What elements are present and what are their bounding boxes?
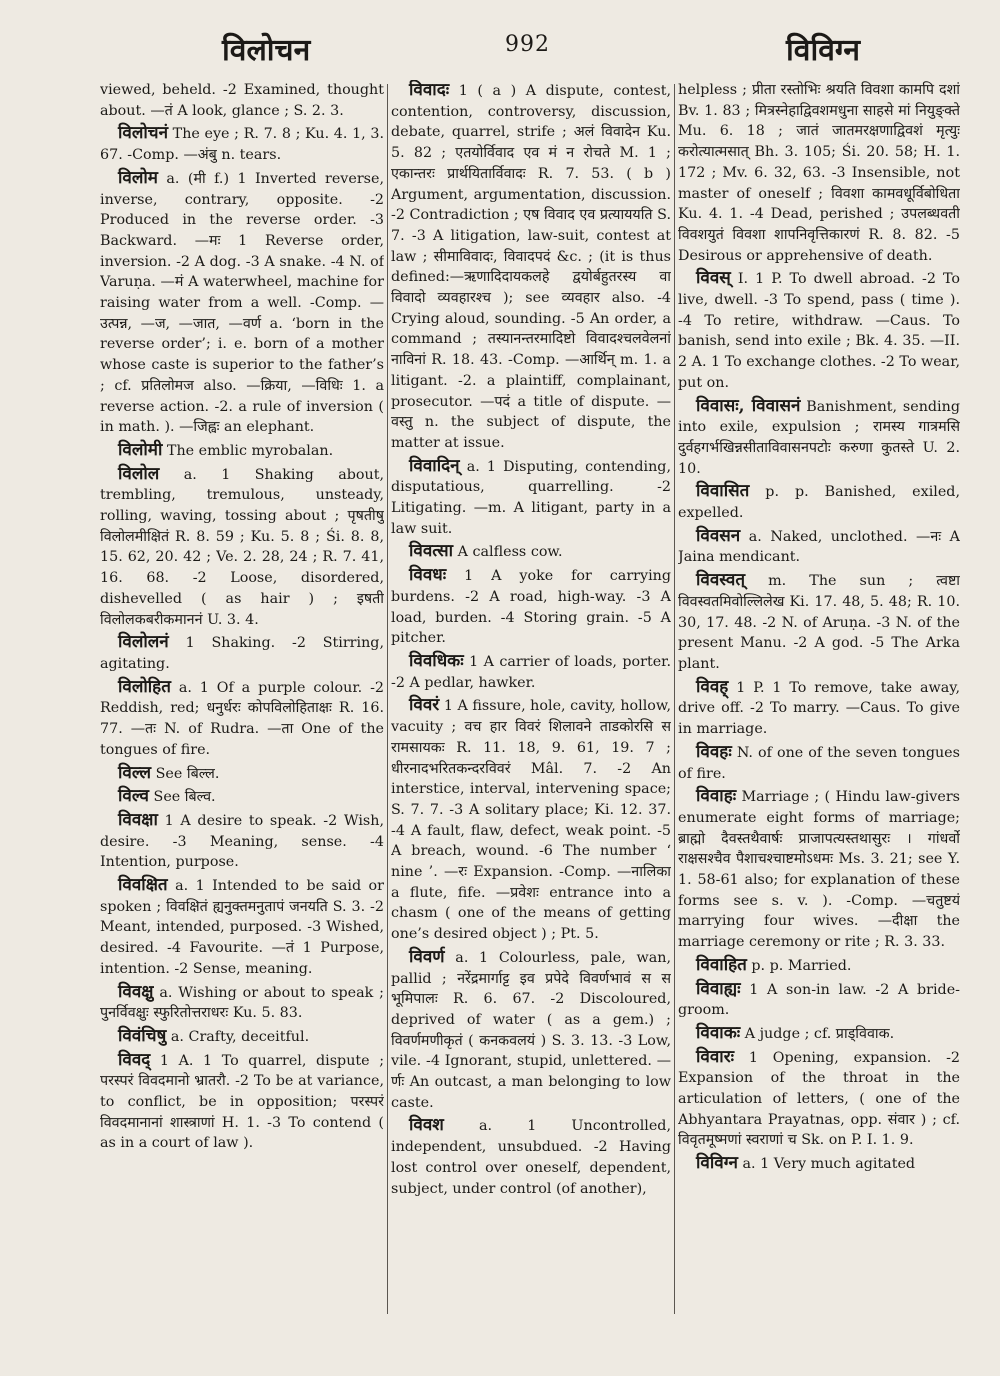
- dictionary-entry: [100, 1026, 384, 1048]
- entry-headword: विवाकः: [696, 1022, 741, 1043]
- dictionary-entry: [100, 80, 384, 121]
- dictionary-entry: [678, 1023, 960, 1045]
- dictionary-entry: [678, 481, 960, 523]
- entry-definition: 1 A yoke for carrying burdens. -2 A road, high-way. -3 A load, burden. -4 Storing grain. -5 A pitcher.: [391, 568, 671, 647]
- entry-definition: 1 Opening, expansion. -2 Expansion of the throat in the articulation of letters, ( one of the Abhyantara Prayatnas, opp. संवार ) ; cf. विवृतमूष्मणां स्वराणां च Sk. on P. I. 1. 9.: [678, 1049, 960, 1149]
- entry-definition: 1 A desire to speak. -2 Wish, desire. -3 Meaning, sense. -4 Intention, purpose.: [100, 812, 384, 871]
- entry-headword: विलोम: [118, 167, 158, 188]
- entry-headword: विवक्षु: [118, 981, 154, 1002]
- entry-headword: विवस्: [696, 268, 731, 289]
- dictionary-entry: [678, 80, 960, 266]
- entry-headword: विलोचनं: [118, 123, 169, 144]
- dictionary-entry: [100, 810, 384, 873]
- entry-definition: The emblic myrobalan.: [166, 442, 334, 459]
- entry-definition: 1 A. 1 To quarrel, dispute ; परस्परं विवदमानो भ्रातरौ. -2 To be at variance, to conflict, be in opposition; परस्परं विवदमानानां शास्त्राणां H. 1. -3 To contend ( as in a court of law ).: [100, 1052, 384, 1152]
- entry-headword: विलोहित: [118, 676, 171, 697]
- entry-definition: 1 A carrier of loads, porter. -2 A pedlar, hawker.: [391, 653, 671, 691]
- entry-definition: A judge ; cf. प्राड्विवाक.: [744, 1025, 895, 1042]
- entry-definition: N. of one of the seven tongues of fire.: [678, 744, 960, 782]
- entry-definition: p. p. Married.: [751, 957, 852, 974]
- entry-definition: a. Wishing or about to speak ; पुनर्विवक्षुः स्फुरितोत्तराधरः Ku. 5. 83.: [100, 984, 384, 1022]
- entry-headword: विवत्सा: [409, 541, 454, 562]
- entry-headword: विवासः, विवासनं: [696, 395, 801, 416]
- entry-definition: A calfless cow.: [457, 544, 563, 561]
- dictionary-entry: [678, 396, 960, 480]
- dictionary-entry: [678, 526, 960, 568]
- entry-definition: I. 1 P. To dwell abroad. -2 To live, dwell. -3 To spend, pass ( time ). -4 To retire, withdraw. —Caus. To banish, send into exile ; Bk. 4. 35. —II. 2 A. 1 To exchange clothes. -2 To wear, put on.: [678, 271, 960, 391]
- running-head-right: विविग्न: [786, 33, 860, 68]
- entry-headword: विवाह्यः: [696, 978, 741, 999]
- entry-definition: a. 1 Shaking about, trembling, tremulous, unsteady, rolling, waving, tossing about ; पृषतीषु विलोलमीक्षितं R. 8. 59 ; Ku. 5. 8 ; Śi. 8. 8, 15. 62, 20. 42 ; Ve. 2. 28, 24 ; R. 7. 41, 16. 68. -2 Loose, disordered, dishevelled ( as hair ) ; इषती विलोलकबरीकमाननं U. 3. 4.: [100, 466, 384, 628]
- entry-headword: विविग्न: [696, 1153, 738, 1174]
- entry-headword: विवाहः: [696, 786, 737, 807]
- entry-headword: विवंचिषु: [118, 1025, 167, 1046]
- dictionary-entry: [100, 677, 384, 761]
- entry-headword: विवाहित: [696, 954, 747, 975]
- entry-definition: viewed, beheld. -2 Examined, thought about. —तं A look, glance ; S. 2. 3.: [100, 82, 384, 119]
- column-rule-1: [387, 84, 388, 1314]
- dictionary-entry: [678, 979, 960, 1021]
- entry-definition: a. 1 Intended to be said or spoken ; विवक्षितं ह्यनुक्तमनुतापं जनयति S. 3. -2 Meant, intended, purposed. -3 Wished, desired. -4 Favourite. —तं 1 Purpose, intention. -2 Sense, meaning.: [100, 878, 384, 977]
- entry-headword: विवश: [409, 1115, 444, 1136]
- entry-headword: विवरं: [409, 695, 440, 716]
- dictionary-entry: [100, 1050, 384, 1155]
- entry-headword: विवक्षित: [118, 875, 168, 896]
- dictionary-entry: [391, 695, 671, 944]
- entry-headword: विवारः: [696, 1046, 735, 1067]
- entry-definition: Marriage ; ( Hindu law-givers enumerate eight forms of marriage; ब्राह्मो दैवस्तथैवार्षः प्राजापत्यस्तथासुरः । गांधर्वो राक्षसश्चैव पैशाचश्चाष्टमोऽधमः Ms. 3. 21; see Y. 1. 58-61 also; for explanation of these forms see s. v. ). -Comp. —चतुष्टयं marrying four wives. —दीक्षा the marriage ceremony or rite ; R. 3. 33.: [678, 789, 960, 951]
- dictionary-entry: [391, 565, 671, 649]
- entry-headword: विवादः: [409, 80, 450, 100]
- dictionary-entry: [391, 541, 671, 563]
- column-rule-2: [674, 84, 675, 1314]
- dictionary-entry: [100, 464, 384, 631]
- entry-headword: विलोल: [118, 463, 160, 484]
- entry-definition: 1 A son-in law. -2 A bride-groom.: [678, 981, 960, 1019]
- entry-definition: 1 Shaking. -2 Stirring, agitating.: [100, 635, 384, 672]
- entry-headword: विवधः: [409, 565, 447, 586]
- dictionary-entry: [678, 268, 960, 393]
- dictionary-entry: [678, 1153, 960, 1175]
- dictionary-entry: [100, 763, 384, 785]
- dictionary-entry: [678, 742, 960, 784]
- entry-headword: विवासित: [696, 481, 750, 502]
- entry-headword: विलोमी: [118, 439, 163, 460]
- column-3: [678, 80, 960, 1366]
- entry-headword: विवधिकः: [409, 650, 464, 671]
- entry-headword: विलोलनं: [118, 632, 169, 653]
- dictionary-entry: [678, 955, 960, 977]
- entry-definition: 1 P. 1 To remove, take away, drive off. -2 To marry. —Caus. To give in marriage.: [678, 679, 960, 738]
- entry-definition: The eye ; R. 7. 8 ; Ku. 4. 1, 3. 67. -Comp. —अंबु n. tears.: [100, 126, 384, 164]
- column-1: [100, 80, 384, 1366]
- entry-headword: विवक्षा: [118, 809, 158, 830]
- entry-headword: विल्व: [118, 786, 149, 807]
- entry-definition: a. Crafty, deceitful.: [170, 1028, 310, 1045]
- entry-definition: a. Naked, unclothed. —नः A Jaina mendicant.: [678, 528, 960, 566]
- entry-definition: m. The sun ; त्वष्टा विवस्वतमिवोल्लिलेख Ki. 17. 48, 5. 48; R. 10. 30, 17. 48. -2 N. of Aruṇa. -3 N. of the present Manu. -2 A god. -5 The Arka plant.: [678, 573, 960, 672]
- dictionary-entry: [678, 570, 960, 675]
- entry-definition: See बिल्ल.: [155, 765, 220, 782]
- entry-definition: 1 A fissure, hole, cavity, hollow, vacuity ; वच हार विवरं शिलावने ताडकोरसि स रामसायकः R. 11. 18, 9. 61, 19. 7 ; धीरनादभरितकन्दरविवरं Mâl. 7. -2 An interstice, interval, intervening space; S. 7. 7. -3 A solitary place; Ki. 12. 37. -4 A fault, flaw, defect, weak point. -5 A breach, wound. -6 The number ‘ nine ’. —रः Expansion. -Comp. —नालिका a flute, fife. —प्रवेशः entrance into a chasm ( one of the means of getting one’s desired object ) ; Pt. 5.: [391, 698, 671, 943]
- dictionary-entry: [678, 1047, 960, 1152]
- entry-definition: a. 1 Uncontrolled, independent, unsubdued. -2 Having lost control over oneself, dependent, subject, under control (of another),: [391, 1118, 671, 1197]
- dictionary-entry: [100, 786, 384, 808]
- entry-definition: Banishment, sending into exile, expulsion ; रामस्य गात्रमसि दुर्वहगर्भखिन्नसीताविवासनपटोः करुणा कुतस्ते U. 2. 10.: [678, 398, 960, 477]
- running-head-left: विलोचन: [222, 33, 311, 68]
- entry-definition: p. p. Banished, exiled, expelled.: [678, 484, 960, 522]
- entry-headword: विवद्: [118, 1049, 151, 1070]
- dictionary-entry: [391, 947, 671, 1114]
- dictionary-entry: [391, 80, 671, 454]
- dictionary-entry: [100, 168, 384, 438]
- entry-headword: विवर्ण: [409, 946, 445, 967]
- entry-definition: a. 1 Colourless, pale, wan, pallid ; नरेंद्रमार्गाट्ट इव प्रपेदे विवर्णभावं स स भूमिपालः R. 6. 67. -2 Discoloured, deprived of water ( as a gem.) ; विवर्णमणीकृतं ( कनकवलयं ) S. 3. 13. -3 Low, vile. -4 Ignorant, stupid, unlettered. —र्णः An outcast, a man belonging to low caste.: [391, 949, 671, 1111]
- entry-definition: a. (मी f.) 1 Inverted reverse, inverse, contrary, opposite. -2 Produced in the reverse order. -3 Backward. —मः 1 Reverse order, inversion. -2 A dog. -3 A snake. -4 N. of Varuṇa. —मं A waterwheel, machine for raising water from a well. -Comp. —उत्पन्न, —ज, —जात, —वर्ण a. ‘born in the reverse order’; i. e. born of a mother whose caste is superior to the father’s ; cf. प्रतिलोमज also. —क्रिया, —विधिः 1. a reverse action. -2. a rule of inversion ( in math. ). —जिह्वः an elephant.: [100, 170, 384, 436]
- dictionary-entry: [100, 875, 384, 980]
- entry-definition: a. 1 Very much agitated: [742, 1156, 916, 1173]
- entry-headword: विल्ल: [118, 762, 152, 783]
- entry-definition: a. 1 Of a purple colour. -2 Reddish, red; धनुर्धरः कोपविलोहिताक्षः R. 16. 77. —तः N. of Rudra. —ता One of the tongues of fire.: [100, 679, 384, 758]
- entry-headword: विवह्: [696, 676, 729, 697]
- entry-headword: विवहः: [696, 741, 732, 762]
- column-2: [391, 80, 671, 1366]
- dictionary-entry: [100, 440, 384, 462]
- dictionary-entry: [678, 677, 960, 740]
- dictionary-entry: [391, 1115, 671, 1199]
- entry-definition: See बिल्व.: [153, 789, 216, 806]
- entry-definition: 1 ( a ) A dispute, contest, contention, controversy, discussion, debate, quarrel, strife ; अलं विवादेन Ku. 5. 82 ; एतयोर्विवाद एव मं न रोचते M. 1 ; एकान्तरः प्रार्थयितार्विवादः R. 7. 53. ( b ) Argument, argumentation, discussion. -2 Contradiction ; एष विवाद एव प्रत्याययति S. 7. -3 A litigation, law-suit, contest at law ; सीमाविवादः, विवादपदं &c. ; (it is thus defined:—ऋणादिदायकलहे द्वयोर्बहुतरस्य वा विवादो व्यवहारश्च ); see व्यवहार also. -4 Crying aloud, sounding. -5 An order, a command ; तस्यानन्तरमादिष्टो विवादश्चलवेलनां नाविनां R. 18. 43. -Comp. —आर्थिन् m. 1. a litigant. -2. a plaintiff, complainant, prosecutor. —पदं a title of dispute. —वस्तु n. the subject of dispute, the matter at issue.: [391, 83, 671, 451]
- page-number: 992: [505, 32, 550, 57]
- entry-headword: विवसन: [696, 525, 741, 546]
- dictionary-entry: [100, 632, 384, 674]
- entry-definition: a. 1 Disputing, contending, disputatious, quarrelling. -2 Litigating. —m. A litigant, party in a law suit.: [391, 458, 671, 537]
- dictionary-entry: [391, 456, 671, 540]
- dictionary-entry: [100, 982, 384, 1024]
- dictionary-entry: [391, 651, 671, 693]
- entry-definition: helpless ; प्रीता रस्तोभिः श्रयति विवशा कामपि दशां Bv. 1. 83 ; मित्रस्नेहाद्विवशमधुना साहसे मां नियुङ्क्ते Mu. 6. 18 ; जातं जातमरक्षणाद्विवशं मृत्युः करोत्यात्मसात् Bh. 3. 105; Śi. 20. 58; H. 1. 172 ; Mv. 6. 32, 63. -3 Insensible, not master of oneself ; विवशा कामवधूर्विबोधिता Ku. 4. 1. -4 Dead, perished ; उपलब्धवती विवशयुतं विवशा शापनिवृत्तिकारणं R. 8. 82. -5 Desirous or apprehensive of death.: [678, 82, 960, 264]
- entry-headword: विवादिन्: [409, 455, 460, 476]
- page-header: [0, 28, 1000, 78]
- dictionary-entry: [678, 786, 960, 953]
- dictionary-entry: [100, 123, 384, 165]
- entry-headword: विवस्वत्: [696, 570, 746, 591]
